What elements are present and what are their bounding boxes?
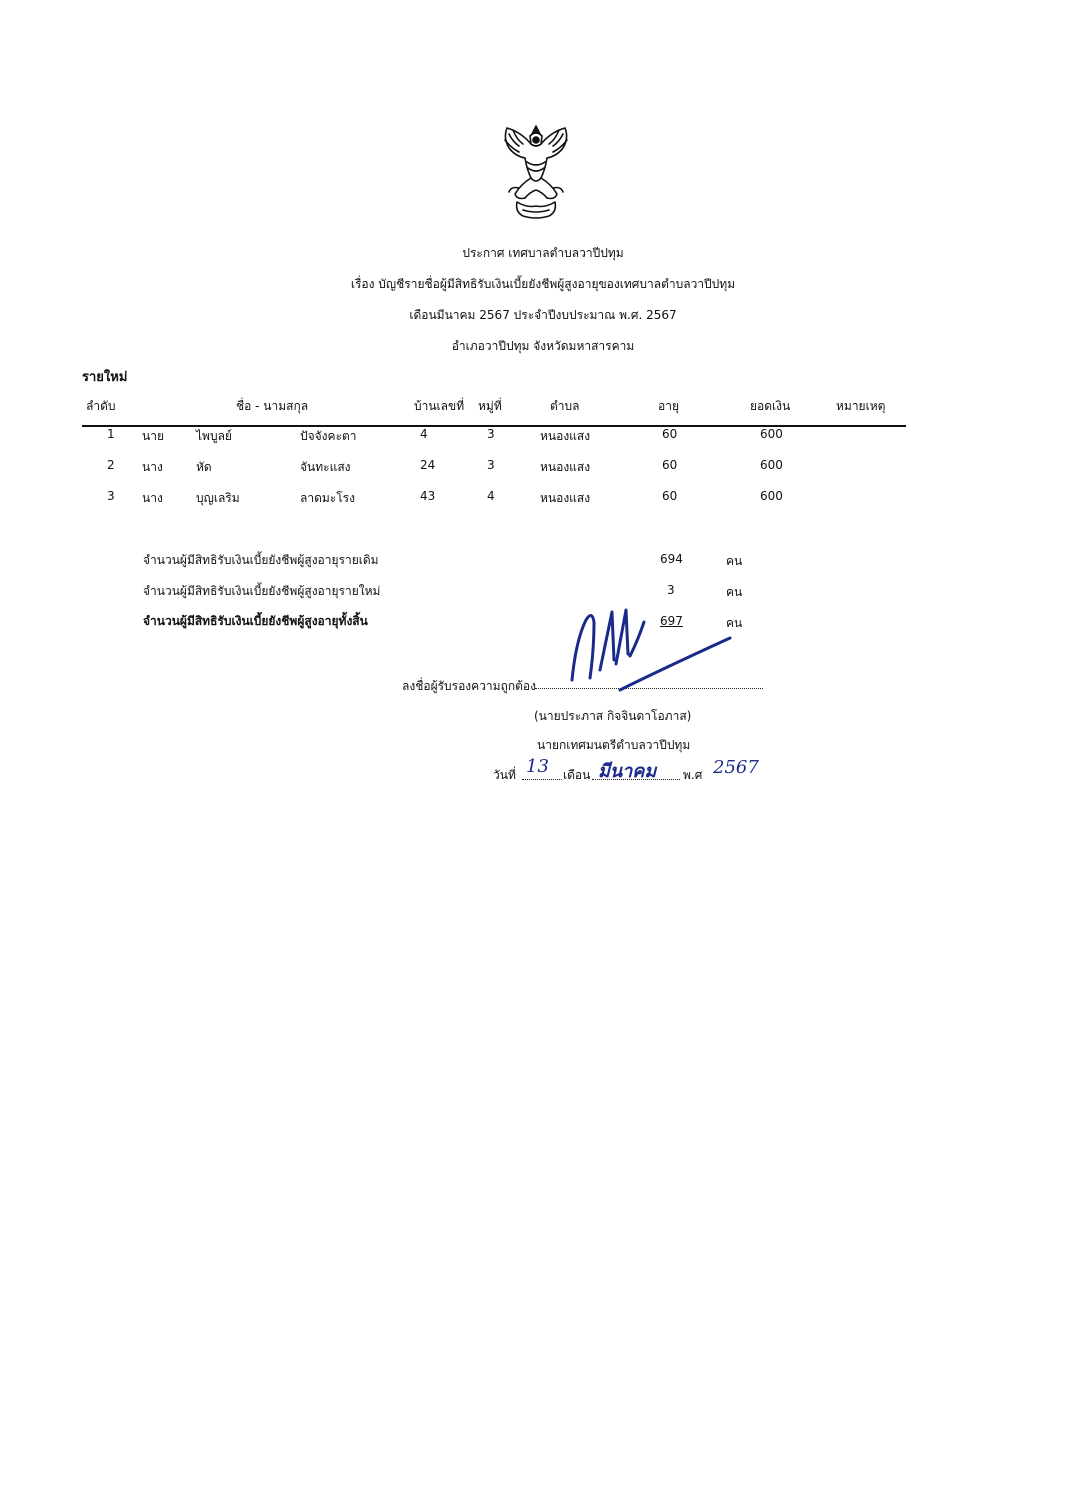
row-house: 4	[420, 427, 428, 441]
column-header-age: อายุ	[658, 399, 679, 413]
summary-existing-unit: คน	[726, 554, 743, 568]
row-moo: 3	[487, 458, 495, 472]
signer-position: นายกเทศมนตรีตำบลวาปีปทุม	[537, 738, 691, 752]
row-prefix: นาง	[142, 491, 163, 505]
row-no: 3	[107, 489, 115, 503]
row-first-name: บุญเลริม	[196, 491, 240, 505]
row-tambon: หนองแสง	[540, 491, 591, 505]
row-prefix: นาง	[142, 460, 163, 474]
column-header-no: ลำดับ	[86, 399, 116, 413]
row-age: 60	[662, 458, 678, 472]
column-header-amount: ยอดเงิน	[750, 399, 791, 413]
summary-total-unit: คน	[726, 616, 743, 630]
row-house: 43	[420, 489, 436, 503]
row-amount: 600	[760, 427, 783, 441]
row-age: 60	[662, 427, 678, 441]
row-no: 1	[107, 427, 115, 441]
row-amount: 600	[760, 458, 783, 472]
row-moo: 3	[487, 427, 495, 441]
date-year-value: 2567	[713, 757, 759, 778]
row-first-name: หัด	[196, 460, 212, 474]
column-header-name: ชื่อ - นามสกุล	[236, 399, 309, 413]
summary-existing-label: จำนวนผู้มีสิทธิรับเงินเบี้ยยังชีพผู้สูงอายุรายเดิม	[143, 553, 379, 567]
summary-new-value: 3	[667, 583, 675, 597]
date-year-label: พ.ศ	[683, 768, 703, 782]
row-moo: 4	[487, 489, 495, 503]
date-day-value: 13	[526, 756, 549, 777]
column-header-remark: หมายเหตุ	[836, 399, 886, 413]
garuda-emblem-icon	[497, 122, 575, 222]
announcement-location: อำเภอวาปีปทุม จังหวัดมหาสารคาม	[451, 339, 635, 353]
date-month-label: เดือน	[563, 768, 591, 782]
date-day-dots	[522, 779, 562, 780]
row-prefix: นาย	[142, 429, 164, 443]
row-last-name: จันทะแสง	[300, 460, 351, 474]
column-header-tambon: ตำบล	[550, 399, 580, 413]
column-header-moo: หมู่ที่	[478, 399, 502, 413]
section-title: รายใหม่	[82, 370, 128, 385]
certify-label: ลงชื่อผู้รับรองความถูกต้อง	[402, 679, 536, 693]
announcement-title: ประกาศ เทศบาลตำบลวาปีปทุม	[462, 246, 624, 260]
row-tambon: หนองแสง	[540, 429, 591, 443]
summary-existing-value: 694	[660, 552, 683, 566]
summary-new-unit: คน	[726, 585, 743, 599]
date-day-label: วันที่	[493, 768, 516, 782]
signer-name: (นายประภาส กิจจินดาโอภาส)	[534, 709, 692, 723]
summary-total-value: 697	[660, 614, 683, 628]
row-amount: 600	[760, 489, 783, 503]
date-month-value: มีนาคม	[598, 761, 657, 782]
row-age: 60	[662, 489, 678, 503]
announcement-subject: เรื่อง บัญชีรายชื่อผู้มีสิทธิรับเงินเบี้ยยังชีพผู้สูงอายุของเทศบาลตำบลวาปีปทุม	[350, 277, 736, 291]
announcement-period: เดือนมีนาคม 2567 ประจำปีงบประมาณ พ.ศ. 2567	[409, 308, 677, 322]
summary-new-label: จำนวนผู้มีสิทธิรับเงินเบี้ยยังชีพผู้สูงอายุรายใหม่	[143, 584, 381, 598]
row-no: 2	[107, 458, 115, 472]
row-house: 24	[420, 458, 436, 472]
row-last-name: ปัจจังคะตา	[300, 429, 357, 443]
summary-total-label: จำนวนผู้มีสิทธิรับเงินเบี้ยยังชีพผู้สูงอายุทั้งสิ้น	[143, 614, 368, 628]
row-first-name: ไพบูลย์	[196, 429, 232, 443]
column-header-house: บ้านเลขที่	[414, 399, 465, 413]
handwritten-signature	[560, 600, 743, 700]
row-last-name: ลาดมะโรง	[300, 491, 355, 505]
row-tambon: หนองแสง	[540, 460, 591, 474]
